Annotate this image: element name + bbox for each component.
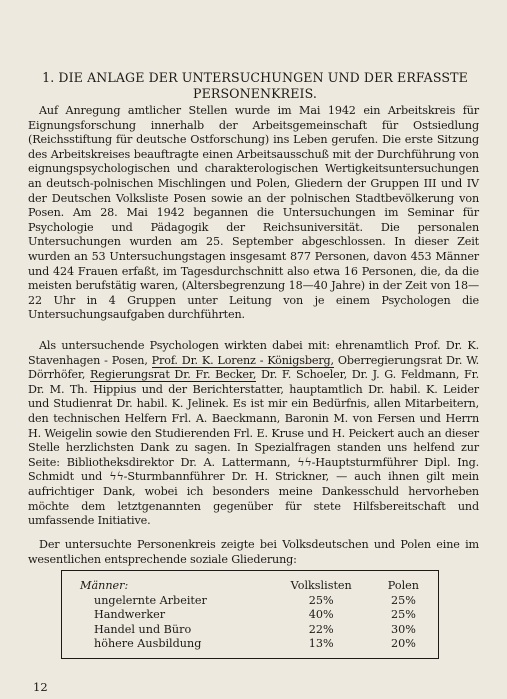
section-heading-line-2: PERSONENKREIS. — [193, 86, 317, 101]
paragraph-psychologen-text-a: Als untersuchende Psychologen wirkten dabei mit: ehrenamtlich Prof. Dr. K. Stavenhagen - Posen, — [28, 339, 479, 367]
table-cell-polen: 30% — [390, 622, 416, 636]
social-structure-table — [80, 579, 438, 652]
section-heading — [28, 70, 482, 102]
table-header-volkslisten: Volkslisten — [290, 579, 352, 592]
table-row — [80, 637, 438, 652]
table-row — [80, 623, 438, 638]
table-row — [80, 608, 438, 623]
page-number: 12 — [33, 680, 48, 694]
paragraph-psychologen — [28, 339, 479, 529]
table-row — [80, 594, 438, 609]
paragraph-arbeitskreis: Auf Anregung amtlicher Stellen wurde im Mai 1942 ein Arbeitskreis für Eignungsforschung innerhalb der Arbeitsgemeinschaft für Ostsiedlung (Reichsstiftung für deutsche Ostforschung) ins Leben gerufen. Die erste Sitzung des Arbeitskreises beauftragte einen Arbeitsausschuß mit der Durchführung von eignungspsychologischen und charakterologischen Wertigkeitsuntersuchungen an deutsch-polnischen Mischlingen und Polen, Gliedern der Gruppen III und IV der Deutschen Volksliste Posen sowie an der polnischen Stadtbevölkerung von Posen. Am 28. Mai 1942 begannen die Untersuchungen im Seminar für Psychologie und Pädagogik der Reichsuniversität. Die personalen Untersuchungen wurden am 25. September abgeschlossen. In dieser Zeit wurden an 53 Untersuchungstagen insgesamt 877 Personen, davon 453 Männer und 424 Frauen erfaßt, im Tagesdurchschnitt also etwa 16 Personen, die, da die meisten berufstätig waren, (Altersbegrenzung 18—40 Jahre) in der Zeit von 18—22 Uhr in 4 Gruppen unter Leitung von je einem Psychologen die Untersuchungsaufgaben durchführten. — [28, 104, 479, 322]
paragraph-psychologen-text-c: Dr. F. Schoeler, Dr. J. G. Feldmann, Fr. Dr. M. Th. Hippius und der Berichterstatter, hauptamtlich Dr. habil. K. Leider und Studienrat Dr. habil. K. Jelinek. Es ist mir ein Bedürfnis, allen Mitarbeitern, den technischen Helfern Frl. A. Baeckmann, Baronin M. von Fersen und Herrn H. Weigelin sowie den Studierenden Frl. E. Kruse und H. Peickert auch an dieser Stelle herzlichsten Dank zu sagen. In Spezialfragen standen uns helfend zur Seite: Bibliotheksdirektor Dr. A. Lattermann, ϟϟ-Hauptsturmführer Dipl. Ing. Schmidt und ϟϟ-Sturmbannführer Dr. H. Strickner, — auch ihnen gilt mein aufrichtiger Dank, wobei ich besonders meine Dankesschuld hervorheben möchte dem letztgenannten gegenüber für stete Hilfsbereitschaft und umfassende Initiative. — [28, 368, 479, 528]
table-cell-volkslisten: 22% — [308, 622, 334, 636]
table-cell-polen: 25% — [390, 608, 416, 622]
underlined-name-lorenz: Prof. Dr. K. Lorenz - Königsberg, — [151, 353, 334, 367]
social-structure-table-box — [61, 570, 439, 659]
table-header-category: Männer: — [80, 579, 129, 592]
paragraph-psychologen-text-b: Oberregierungsrat Dr. W. Dörrhöfer, — [28, 353, 479, 382]
table-header-row — [80, 579, 438, 594]
table-cell-category: ungelernte Arbeiter — [94, 593, 207, 607]
table-cell-category: höhere Ausbildung — [94, 637, 202, 651]
table-header-polen: Polen — [387, 579, 420, 592]
table-cell-volkslisten: 25% — [308, 593, 334, 607]
table-cell-category: Handel und Büro — [94, 622, 192, 636]
table-cell-polen: 20% — [390, 637, 416, 651]
section-heading-line-1: 1. DIE ANLAGE DER UNTERSUCHUNGEN UND DER ERFASSTE — [42, 70, 468, 85]
underlined-name-becker: Regierungsrat Dr. Fr. Becker, — [90, 368, 257, 382]
table-cell-category: Handwerker — [94, 608, 166, 622]
table-cell-volkslisten: 40% — [308, 608, 334, 622]
paragraph-personenkreis: Der untersuchte Personenkreis zeigte bei Volksdeutschen und Polen eine im wesentlichen entsprechende soziale Gliederung: — [28, 538, 479, 566]
table-cell-polen: 25% — [390, 593, 416, 607]
table-cell-volkslisten: 13% — [308, 637, 334, 651]
